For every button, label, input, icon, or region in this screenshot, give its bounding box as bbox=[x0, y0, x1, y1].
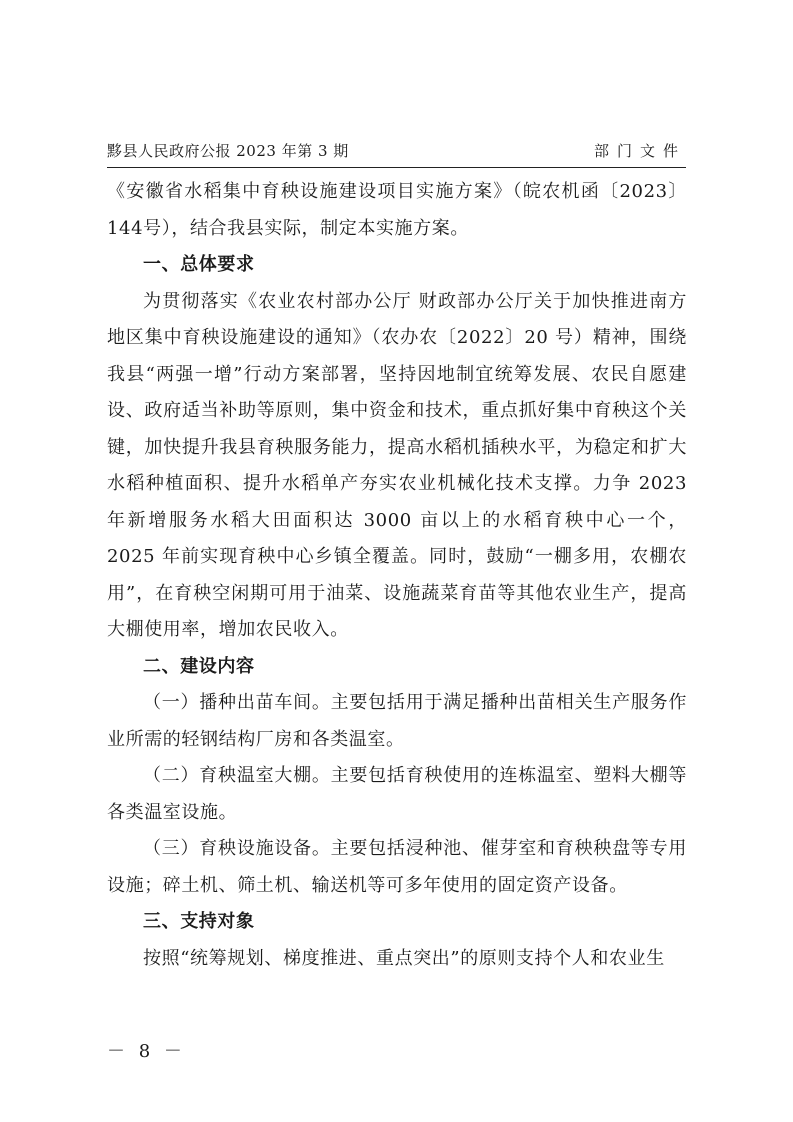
page-number: － 8 － bbox=[107, 1041, 186, 1062]
section-label: 部门文件 bbox=[593, 142, 686, 160]
construction-item-2-title: （二）育秧温室大棚。 bbox=[143, 765, 331, 786]
intro-paragraph: 《安徽省水稻集中育秧设施建设项目实施方案》（皖农机函〔2023〕144号），结合我县实际，制定本实施方案。 bbox=[107, 181, 687, 239]
heading-general-requirements: 一、总体要求 bbox=[143, 254, 255, 275]
heading-construction-content: 二、建设内容 bbox=[143, 655, 255, 677]
construction-item-1-title: （一）播种出苗车间。 bbox=[143, 692, 331, 713]
construction-item-3 bbox=[107, 831, 687, 904]
heading-support-targets: 三、支持对象 bbox=[143, 911, 255, 932]
construction-item-1-text: 主要包括用于满足播种出苗相关生产服务作业所需的轻钢结构厂房和各类温室。 bbox=[107, 692, 687, 750]
construction-item-3-title: （三）育秧设施设备。 bbox=[143, 838, 331, 859]
support-targets-paragraph: 按照“统筹规划、梯度推进、重点突出”的原则支持个人和农业生 bbox=[143, 947, 665, 969]
construction-item-3-text: 主要包括浸种池、催芽室和育秧秧盘等专用设施；碎土机、筛土机、输送机等可多年使用的固定资产设备。 bbox=[107, 838, 687, 896]
bulletin-title: 黟县人民政府公报 2023 年第 3 期 bbox=[107, 142, 349, 160]
construction-item-2 bbox=[107, 758, 687, 831]
document-body bbox=[107, 174, 687, 977]
construction-item-1 bbox=[107, 685, 687, 758]
header-divider bbox=[107, 167, 686, 168]
construction-item-2-text: 主要包括育秧使用的连栋温室、塑料大棚等各类温室设施。 bbox=[107, 765, 687, 823]
general-requirements-paragraph: 为贯彻落实《农业农村部办公厅 财政部办公厅关于加快推进南方地区集中育秧设施建设的通知》（农办农〔2022〕20 号）精神，围绕我县“两强一增”行动方案部署，坚持因地制宜统筹发展、农民自愿建设、政府适当补助等原则，集中资金和技术，重点抓好集中育秧这个关键，加快提升我县育秧服务能力，提高水稻机插秧水平，为稳定和扩大水稻种植面积、提升水稻单产夯实农业机械化技术支撑。力争 2023 年新增服务水稻大田面积达 3000 亩以上的水稻育秧中心一个， 2025 年前实现育秧中心乡镇全覆盖。同时，鼓励“一棚多用，农棚农用”，在育秧空闲期可用于油菜、设施蔬菜育苗等其他农业生产，提高大棚使用率，增加农民收入。 bbox=[107, 290, 687, 640]
page-header bbox=[107, 137, 686, 165]
